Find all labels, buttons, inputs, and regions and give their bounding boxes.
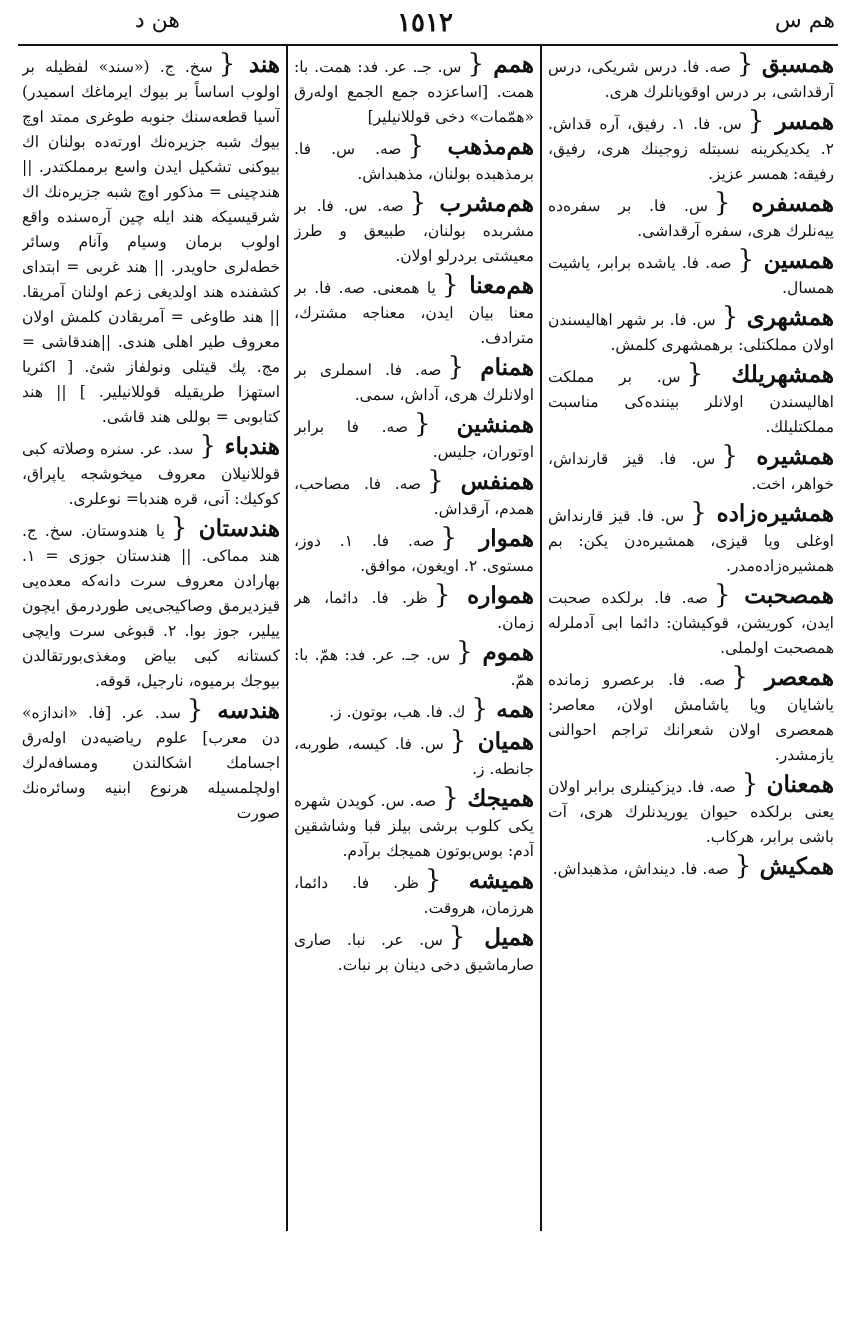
definition: س. فا. بر سفره‌ده ييه‌نلرك هرى، سفره آرقداشى. xyxy=(548,197,834,240)
headword: همسبق { xyxy=(737,52,834,78)
header-right: هم س xyxy=(774,8,835,33)
entry xyxy=(22,434,280,512)
top-rule xyxy=(18,44,838,46)
entry xyxy=(548,305,834,358)
definition: س. عر. نبا. صارى صارماشيق دخى دينان بر نبات. xyxy=(294,931,534,974)
headword: هميان { xyxy=(450,728,534,755)
definition: س. فا. قيز قارنداش اوغلى ويا قيزى، همشيره‌دن يكن: بم همشيره‌زاده‌مدر. xyxy=(548,507,834,575)
column-right xyxy=(548,52,834,1230)
headword: هم‌مذهب { xyxy=(407,133,534,160)
entry xyxy=(294,134,534,187)
definition: صه. س. فا. بر مشربده بولنان، طبيعق و طرز معيشتى بردرلو اولان. xyxy=(294,197,534,265)
entry xyxy=(294,640,534,693)
entry xyxy=(548,772,834,850)
entry xyxy=(294,191,534,269)
headword: همعنان { xyxy=(742,771,834,798)
definition: صه. فا. مصاحب، همدم، آرقداش. xyxy=(294,475,534,518)
entry xyxy=(294,526,534,579)
definition: ظر. فا. دائما، هر زمان. xyxy=(294,589,534,632)
column-middle xyxy=(294,52,534,1230)
entry xyxy=(294,412,534,465)
entry xyxy=(548,362,834,440)
definition: صه. فا. برعصرو زمانده ياشايان ويا ياشامش اولان، معاصر: همعصرى اولان شعرانك تراجم احوالنى يازمشدر. xyxy=(548,671,834,764)
column-divider xyxy=(286,46,288,1231)
headword: همكيش { xyxy=(735,853,834,880)
entry xyxy=(548,191,834,244)
headword: همسين { xyxy=(738,247,835,274)
entry xyxy=(548,665,834,768)
entry xyxy=(294,697,534,725)
definition: س. بر مملكت اهاليسندن اولانلر بيننده‌كى مناسبت مملكتليلك. xyxy=(548,368,834,436)
definition: صه. س. فا. برمذهبده بولنان، مذهبداش. xyxy=(294,140,534,183)
entry xyxy=(548,854,834,882)
headword: همشيره { xyxy=(721,443,834,470)
definition: سخ. ج. («سند» لفظيله بر اولوب اساساً بر بيوك ايرماغك اسميدر) آسيا قطعه‌سنك جنوبه طوغرى ممتد اوچ بيوك شبه جزيره‌نك اورته‌ده بولنان اك بيوكنى تشكيل ايدن واسع برمملكتدر. || هندچينى = مذكور اوچ شبه جزيره‌نك اك شرقيسيكه هند ايله چين آره‌سنده واقع اولوب برمان وسيام وآنام وسائر خطه‌لرى حاويدر. || هند غربى = ابتداى كشفنده هند اولديغى زعم اولنان آمريقا. || هند طاوغى = آمريقادن كلمش اولان معروف طير اهلى هندى. ||هندقاشى = مج. پك قيتلى ونولفاز شئ. [ اكثريا استهزا طريقيله قوللانيلير. ] || هند كتابوبى = بوللى هند قاشى. xyxy=(22,58,280,426)
definition: صه. فا. ١. دوز، مستوى. ٢. اويغون، موافق. xyxy=(294,532,534,575)
definition: س. جـ. عر. فد: همت. با: همت. [اساعزده جمع الجمع اوله‌رق «همّمات» دخى قوللانيلير] xyxy=(294,58,534,126)
entry xyxy=(22,698,280,826)
definition: صه. فا. برلكده صحبت ايدن، كوريشن، قوكيشان: دائما ابى آدملرله همصحبت اولملى. xyxy=(548,589,834,657)
entry xyxy=(294,469,534,522)
entry xyxy=(294,868,534,921)
entry xyxy=(22,516,280,694)
headword: هموم { xyxy=(456,639,534,666)
headword: هم‌معنا { xyxy=(442,272,534,299)
headword: همشهريلك { xyxy=(687,361,834,388)
entry xyxy=(294,273,534,351)
entry xyxy=(294,729,534,782)
entry xyxy=(294,786,534,864)
definition: صه. فا. درس شريكى، درس آرقداشى، بر درس اوقويانلرك هرى. xyxy=(548,58,834,101)
entry xyxy=(294,355,534,408)
entry xyxy=(548,248,834,301)
definition: س. فا. كيسه، طوربه، جانطه. ز. xyxy=(294,735,534,778)
headword: همصحبت { xyxy=(714,582,834,609)
headword: همواره { xyxy=(434,582,534,609)
headword: هند { xyxy=(219,52,280,78)
headword: هميجك { xyxy=(442,785,534,812)
headword: همشهرى { xyxy=(722,304,834,331)
entry xyxy=(294,583,534,636)
headword: همنشين { xyxy=(414,411,534,438)
headword: همسر { xyxy=(748,108,834,135)
entry xyxy=(548,109,834,187)
headword: هندستان { xyxy=(171,515,280,542)
headword: همم { xyxy=(467,52,534,78)
entry xyxy=(294,52,534,130)
headword: همنام { xyxy=(447,354,534,381)
headword: همسفره { xyxy=(714,190,834,217)
entry xyxy=(548,52,834,105)
column-left xyxy=(22,52,280,1230)
headword: هميل { xyxy=(449,924,534,951)
definition: صه. فا. ديندا‌ش، مذهبداش. xyxy=(552,860,729,878)
definition: س. جـ. عر. فد: همّ. با: همّ. xyxy=(294,646,534,689)
definition: س. فا. قيز قارنداش، خواهر، اخت. xyxy=(548,450,834,493)
definition: سد. عر. سنره وصلاته كبى قوللانيلان معروف ميخوشجه ياپراق، كوكيك: آنى، قره هندبا= نوعلرى. xyxy=(22,440,280,508)
definition: صه. س. كويدن شهره يكى كلوب برشى بيلز قبا وشاشقين آدم: بوس‌بوتون هميجك برآدم. xyxy=(294,792,534,860)
definition: صه. فا برابر اوتوران، جليس. xyxy=(294,418,534,461)
entry xyxy=(22,52,280,430)
headword: هم‌مشرب { xyxy=(410,190,534,217)
definition: يا همعنى. صه. فا. بر معنا بيان ايدن، معناجه مشترك، مترادف. xyxy=(294,279,534,347)
headword: هندسه { xyxy=(187,697,280,724)
definition: سد. عر. [فا. «اندازه» دن معرب] علوم رياضيه‌دن اوله‌رق اجسامك اشكالندن ومسافه‌لرك اولچلمسيله هرنوع ابنيه وسائره‌نك صورت xyxy=(22,704,280,822)
definition: ظر. فا. دائما، هرزمان، هروقت. xyxy=(294,874,534,917)
definition: س. فا. ١. رفيق، آره قداش. ٢. يكديكرينه نسبتله زوجينك هرى، رفيق، رفيقه: همسر عزيز. xyxy=(548,115,834,183)
definition: صه. فا. اسملرى بر اولانلرك هرى، آداش، سمى. xyxy=(294,361,534,404)
headword: همعصر { xyxy=(731,664,834,691)
definition: صه. فا. ياشده برابر، ياشيت همسال. xyxy=(548,254,834,297)
headword: همشيره‌زاده { xyxy=(690,500,834,527)
page-number: ١٥١٢ xyxy=(397,8,453,38)
headword: همه { xyxy=(471,696,534,723)
entry xyxy=(294,925,534,978)
definition: صه. فا. ديزكينلرى برابر اولان يعنى برلكده حيوان يوريدنلرك هرى، آت باشى برابر، هركاب. xyxy=(548,778,834,846)
entry xyxy=(548,444,834,497)
definition: ك. فا. هب، بوتون. ز. xyxy=(329,703,466,721)
headword: همنفس { xyxy=(427,468,534,495)
header-left: هن د xyxy=(134,8,180,33)
entry xyxy=(548,583,834,661)
headword: هموار { xyxy=(440,525,534,552)
definition: يا هندوستان. سخ. ج. هند مماكى. || هندستان جوزى = ١. بهارادن معروف سرت دانه‌كه معده‌يى قيزديرمق وصاكيجى‌يى طوردرمق ايچون ييلير، جوز بوا. ٢. قبوغى سرت وايچى كستانه كبى بياض ومغذى‌بورتقالدن بيوجك برميوه، نارجيل، قوقه. xyxy=(22,522,280,690)
headword: هميشه { xyxy=(425,867,534,894)
definition: س. فا. بر شهر اهالیسندن اولان مملكتلى: برهمشهرى كلمش. xyxy=(548,311,834,354)
column-divider xyxy=(540,46,542,1231)
entry xyxy=(548,501,834,579)
headword: هندباء { xyxy=(200,433,280,460)
